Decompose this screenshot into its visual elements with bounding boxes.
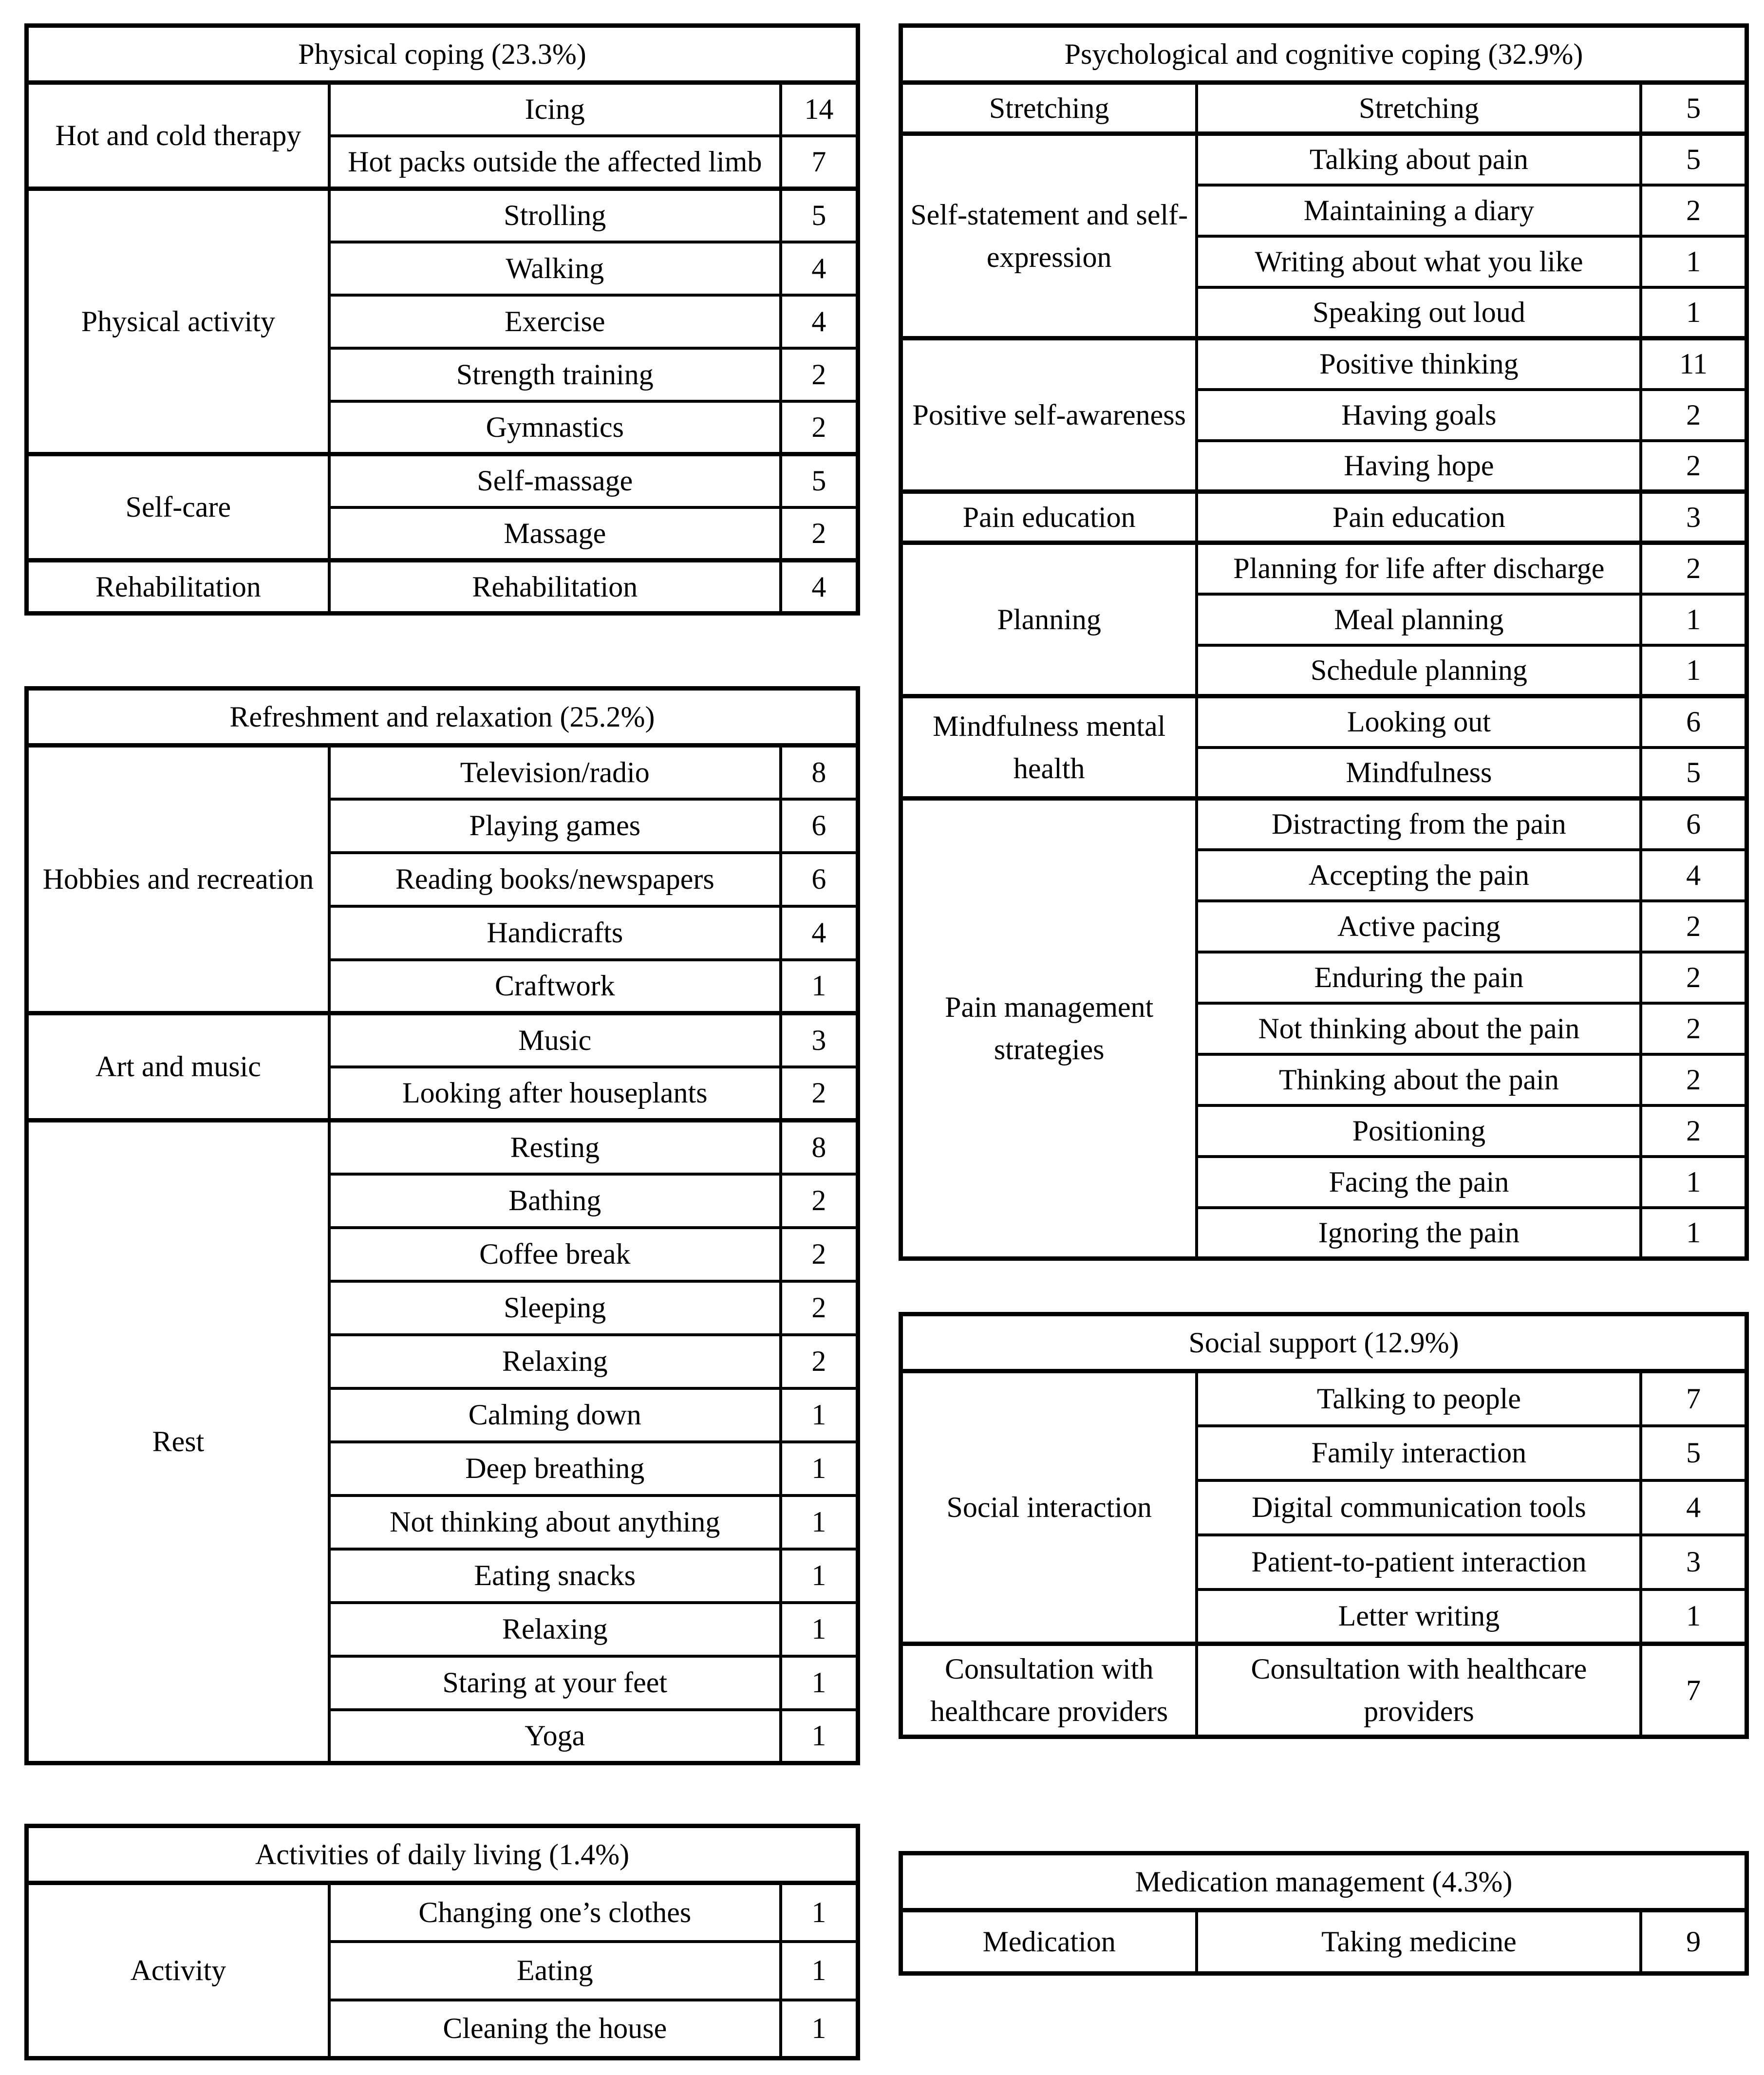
category-cell: Medication: [901, 1910, 1197, 1974]
count-cell: 2: [781, 1228, 858, 1281]
item-cell: Letter writing: [1197, 1589, 1641, 1644]
item-cell: Meal planning: [1197, 594, 1641, 645]
item-cell: Speaking out loud: [1197, 287, 1641, 338]
item-cell: Coffee break: [329, 1228, 781, 1281]
item-cell: Mindfulness: [1197, 748, 1641, 799]
count-cell: 8: [781, 1121, 858, 1174]
item-cell: Changing one’s clothes: [329, 1883, 781, 1942]
table-activities-of-daily-living: [24, 1824, 860, 2060]
count-cell: 2: [1641, 1054, 1746, 1105]
count-cell: 1: [781, 1549, 858, 1603]
item-cell: Stretching: [1197, 83, 1641, 134]
count-cell: 2: [1641, 185, 1746, 236]
column-left: [24, 23, 860, 2060]
count-cell: 1: [781, 960, 858, 1013]
item-cell: Reading books/newspapers: [329, 853, 781, 906]
count-cell: 5: [781, 454, 858, 507]
count-cell: 2: [781, 348, 858, 401]
count-cell: 1: [1641, 1589, 1746, 1644]
count-cell: 14: [781, 83, 858, 136]
count-cell: 4: [781, 561, 858, 614]
item-cell: Television/radio: [329, 746, 781, 799]
item-cell: Writing about what you like: [1197, 236, 1641, 287]
item-cell: Digital communication tools: [1197, 1480, 1641, 1535]
category-cell: Pain education: [901, 492, 1197, 543]
count-cell: 1: [781, 2000, 858, 2058]
category-cell: Social interaction: [901, 1371, 1197, 1644]
count-cell: 2: [781, 1335, 858, 1388]
count-cell: 2: [781, 401, 858, 454]
count-cell: 4: [781, 242, 858, 295]
category-cell: Physical activity: [27, 189, 329, 454]
count-cell: 7: [1641, 1371, 1746, 1426]
item-cell: Icing: [329, 83, 781, 136]
category-cell: Hot and cold therapy: [27, 83, 329, 189]
count-cell: 1: [1641, 287, 1746, 338]
item-cell: Patient-to-patient interaction: [1197, 1535, 1641, 1589]
item-cell: Family interaction: [1197, 1426, 1641, 1480]
count-cell: 4: [1641, 1480, 1746, 1535]
count-cell: 1: [781, 1656, 858, 1710]
item-cell: Facing the pain: [1197, 1157, 1641, 1208]
count-cell: 4: [781, 295, 858, 348]
count-cell: 7: [1641, 1644, 1746, 1737]
count-cell: 6: [1641, 696, 1746, 748]
count-cell: 9: [1641, 1910, 1746, 1974]
count-cell: 1: [1641, 1157, 1746, 1208]
count-cell: 4: [1641, 850, 1746, 901]
count-cell: 7: [781, 136, 858, 189]
count-cell: 8: [781, 746, 858, 799]
item-cell: Looking after houseplants: [329, 1067, 781, 1121]
item-cell: Strolling: [329, 189, 781, 242]
category-cell: Rehabilitation: [27, 561, 329, 614]
item-cell: Talking about pain: [1197, 134, 1641, 185]
count-cell: 1: [781, 1495, 858, 1549]
item-cell: Positioning: [1197, 1105, 1641, 1157]
item-cell: Music: [329, 1013, 781, 1067]
item-cell: Playing games: [329, 799, 781, 853]
count-cell: 1: [781, 1388, 858, 1442]
category-cell: Mindfulness mental health: [901, 696, 1197, 799]
table-social-support: [899, 1312, 1749, 1739]
count-cell: 6: [781, 853, 858, 906]
item-cell: Deep breathing: [329, 1442, 781, 1495]
count-cell: 1: [1641, 1208, 1746, 1259]
count-cell: 5: [1641, 134, 1746, 185]
category-cell: Positive self-awareness: [901, 338, 1197, 492]
item-cell: Calming down: [329, 1388, 781, 1442]
count-cell: 11: [1641, 338, 1746, 390]
category-cell: Activity: [27, 1883, 329, 2058]
item-cell: Gymnastics: [329, 401, 781, 454]
item-cell: Enduring the pain: [1197, 952, 1641, 1003]
item-cell: Distracting from the pain: [1197, 799, 1641, 850]
count-cell: 5: [1641, 83, 1746, 134]
table-title: Physical coping (23.3%): [27, 26, 858, 83]
count-cell: 2: [781, 507, 858, 561]
count-cell: 3: [1641, 1535, 1746, 1589]
count-cell: 1: [1641, 236, 1746, 287]
item-cell: Yoga: [329, 1710, 781, 1763]
item-cell: Handicrafts: [329, 906, 781, 960]
category-cell: Self-care: [27, 454, 329, 561]
count-cell: 3: [781, 1013, 858, 1067]
item-cell: Eating snacks: [329, 1549, 781, 1603]
count-cell: 2: [1641, 1105, 1746, 1157]
count-cell: 2: [1641, 952, 1746, 1003]
table-title: Psychological and cognitive coping (32.9%): [901, 26, 1747, 83]
count-cell: 2: [781, 1281, 858, 1335]
item-cell: Having hope: [1197, 441, 1641, 492]
count-cell: 2: [781, 1067, 858, 1121]
item-cell: Having goals: [1197, 390, 1641, 441]
item-cell: Resting: [329, 1121, 781, 1174]
table-refreshment-and-relaxation: [24, 686, 860, 1765]
table-title: Social support (12.9%): [901, 1314, 1747, 1371]
item-cell: Not thinking about anything: [329, 1495, 781, 1549]
table-medication-management: [899, 1851, 1749, 1976]
item-cell: Taking medicine: [1197, 1910, 1641, 1974]
count-cell: 5: [1641, 748, 1746, 799]
item-cell: Walking: [329, 242, 781, 295]
table-psychological-and-cognitive-coping: [899, 23, 1749, 1261]
item-cell: Consultation with healthcare providers: [1197, 1644, 1641, 1737]
item-cell: Relaxing: [329, 1603, 781, 1656]
item-cell: Planning for life after discharge: [1197, 543, 1641, 594]
item-cell: Talking to people: [1197, 1371, 1641, 1426]
item-cell: Ignoring the pain: [1197, 1208, 1641, 1259]
category-cell: Self-statement and self-expression: [901, 134, 1197, 338]
item-cell: Exercise: [329, 295, 781, 348]
count-cell: 1: [781, 1942, 858, 2000]
item-cell: Active pacing: [1197, 901, 1641, 952]
category-cell: Planning: [901, 543, 1197, 696]
count-cell: 2: [1641, 543, 1746, 594]
item-cell: Looking out: [1197, 696, 1641, 748]
item-cell: Sleeping: [329, 1281, 781, 1335]
count-cell: 1: [781, 1603, 858, 1656]
item-cell: Maintaining a diary: [1197, 185, 1641, 236]
count-cell: 5: [781, 189, 858, 242]
item-cell: Relaxing: [329, 1335, 781, 1388]
count-cell: 1: [781, 1710, 858, 1763]
count-cell: 1: [1641, 594, 1746, 645]
item-cell: Rehabilitation: [329, 561, 781, 614]
item-cell: Positive thinking: [1197, 338, 1641, 390]
count-cell: 2: [1641, 441, 1746, 492]
category-cell: Art and music: [27, 1013, 329, 1121]
item-cell: Bathing: [329, 1174, 781, 1228]
item-cell: Self-massage: [329, 454, 781, 507]
table-title: Refreshment and relaxation (25.2%): [27, 689, 858, 746]
count-cell: 2: [1641, 1003, 1746, 1054]
category-cell: Consultation with healthcare providers: [901, 1644, 1197, 1737]
category-cell: Rest: [27, 1121, 329, 1763]
item-cell: Pain education: [1197, 492, 1641, 543]
item-cell: Hot packs outside the affected limb: [329, 136, 781, 189]
count-cell: 2: [1641, 901, 1746, 952]
table-title: Medication management (4.3%): [901, 1853, 1747, 1910]
count-cell: 1: [1641, 645, 1746, 696]
item-cell: Strength training: [329, 348, 781, 401]
category-cell: Pain management strategies: [901, 799, 1197, 1259]
count-cell: 1: [781, 1883, 858, 1942]
count-cell: 4: [781, 906, 858, 960]
category-cell: Stretching: [901, 83, 1197, 134]
count-cell: 1: [781, 1442, 858, 1495]
item-cell: Eating: [329, 1942, 781, 2000]
count-cell: 5: [1641, 1426, 1746, 1480]
item-cell: Not thinking about the pain: [1197, 1003, 1641, 1054]
count-cell: 6: [1641, 799, 1746, 850]
category-cell: Hobbies and recreation: [27, 746, 329, 1013]
column-right: [899, 23, 1749, 1976]
item-cell: Schedule planning: [1197, 645, 1641, 696]
item-cell: Massage: [329, 507, 781, 561]
item-cell: Cleaning the house: [329, 2000, 781, 2058]
item-cell: Thinking about the pain: [1197, 1054, 1641, 1105]
count-cell: 6: [781, 799, 858, 853]
item-cell: Accepting the pain: [1197, 850, 1641, 901]
item-cell: Craftwork: [329, 960, 781, 1013]
count-cell: 3: [1641, 492, 1746, 543]
item-cell: Staring at your feet: [329, 1656, 781, 1710]
count-cell: 2: [781, 1174, 858, 1228]
table-title: Activities of daily living (1.4%): [27, 1826, 858, 1883]
table-physical-coping: [24, 23, 860, 616]
count-cell: 2: [1641, 390, 1746, 441]
